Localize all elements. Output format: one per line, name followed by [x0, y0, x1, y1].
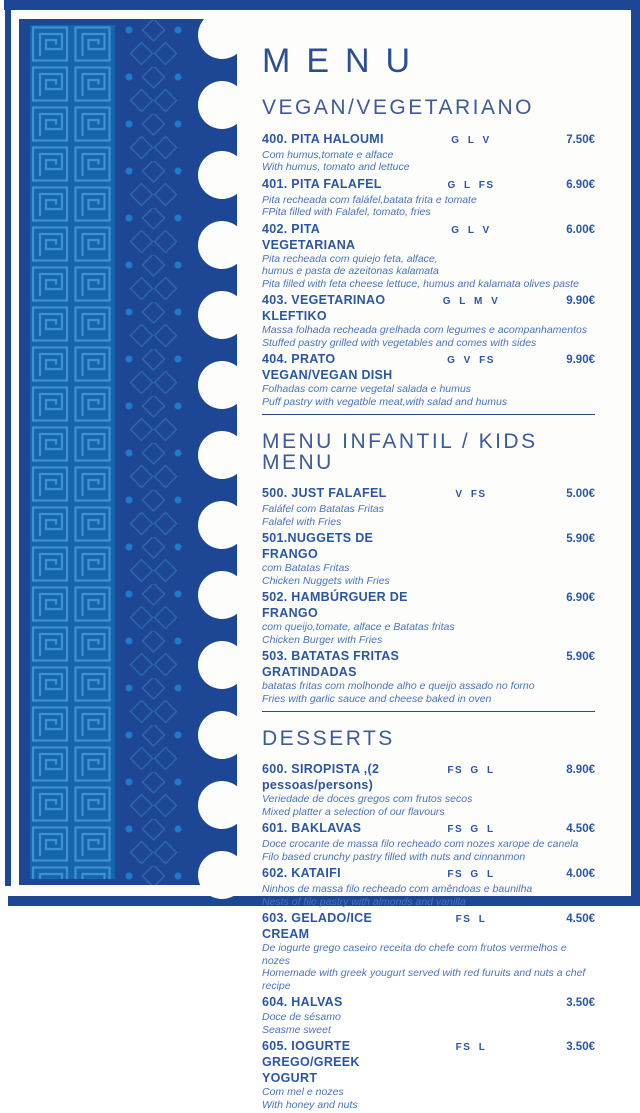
item-row: [262, 820, 595, 838]
item-description-line: Homemade with greek yougurt served with red furuits and nuts a chef recipe: [262, 967, 586, 992]
item-description-line: Nests of filo pastry with almonds and vanilla: [262, 895, 466, 908]
menu-item: [262, 648, 595, 705]
item-price: 4.50€: [566, 823, 595, 835]
item-price: 3.50€: [566, 997, 595, 1009]
menu-item: [262, 865, 595, 908]
item-description-line: Ninhos de massa filo recheado com amêndoas e baunilha: [262, 883, 533, 895]
item-price: 6.90€: [566, 592, 595, 604]
menu-item: [262, 530, 595, 587]
item-name: 501.NUGGETS DE FRANGO: [262, 531, 374, 561]
item-description-line: batatas fritas com molhonde alho e queijo assado no forno: [262, 680, 535, 692]
decorative-border-panel: [19, 19, 237, 885]
item-dietary-codes: FS G L: [447, 869, 495, 880]
item-row: [262, 530, 595, 562]
item-description-line: Falafel with Fries: [262, 515, 342, 528]
item-price: 5.00€: [566, 488, 595, 500]
page-title: MENU: [262, 42, 427, 80]
item-row: [262, 648, 595, 680]
item-description-line: Pita recheada com faláfel,batata frita e tomate: [262, 193, 477, 206]
item-description-line: Pita filled with feta cheese lettuce, humus and kalamata olives paste: [262, 277, 579, 290]
item-description-line: Chicken Burger with Fries: [262, 633, 383, 646]
menu-section: [262, 97, 595, 409]
section-items: [262, 131, 595, 409]
menu-item: [262, 131, 595, 174]
item-price: 6.00€: [566, 223, 595, 236]
frame-right-bar: [631, 0, 640, 906]
item-dietary-codes: FS L: [455, 914, 487, 925]
item-description-line: com queijo,tomate, alface e Batatas fritas: [262, 621, 455, 633]
item-description-line: Pita recheada com quiejo feta, alface,: [262, 252, 438, 265]
item-name: 600. SIROPISTA ,(2 pessoas/persons): [262, 762, 380, 792]
menu-item: [262, 761, 595, 818]
menu-content: [262, 0, 595, 1113]
item-description-line: Com mel e nozes: [262, 1086, 344, 1098]
item-dietary-codes: FS G L: [447, 765, 495, 776]
item-dietary-codes: G L V: [451, 134, 491, 146]
item-price: 6.90€: [566, 178, 595, 191]
item-name: 601. BAKLAVAS: [262, 821, 362, 835]
item-row: [262, 351, 595, 383]
section-divider: [262, 414, 595, 415]
item-description-line: com Batatas Fritas: [262, 562, 350, 574]
item-name: 404. PRATO VEGAN/VEGAN DISH: [262, 352, 393, 382]
item-price: 4.00€: [566, 868, 595, 880]
item-price: 5.90€: [566, 533, 595, 545]
item-description-line: With honey and nuts: [262, 1098, 358, 1111]
item-name: 402. PITA VEGETARIANA: [262, 221, 356, 252]
item-row: [262, 485, 595, 503]
item-description-line: Fries with garlic sauce and cheese baked in oven: [262, 692, 492, 705]
item-name: 502. HAMBÚRGUER DE FRANGO: [262, 590, 408, 620]
item-dietary-codes: V FS: [455, 489, 487, 500]
item-price: 7.50€: [566, 133, 595, 146]
item-description-line: Stuffed pastry grilled with vegetables and comes with sides: [262, 336, 537, 349]
item-name: 403. VEGETARINAO KLEFTIKO: [262, 293, 386, 323]
item-row: [262, 994, 595, 1011]
frame-left-stripe: [5, 10, 11, 886]
item-description-line: Folhadas com carne vegetal salada e humus: [262, 383, 471, 395]
item-description-line: Mixed platter a selection of our flavours: [262, 805, 445, 818]
item-name: 604. HALVAS: [262, 995, 343, 1009]
item-price: 8.90€: [566, 764, 595, 776]
menu-item: [262, 351, 595, 408]
item-price: 9.90€: [566, 354, 595, 366]
item-row: [262, 176, 595, 194]
item-description-line: Doce de sésamo: [262, 1011, 341, 1023]
item-row: [262, 221, 595, 253]
item-description-line: Puff pastry with vegatble meat,with salad and humus: [262, 395, 508, 408]
item-name: 503. BATATAS FRITAS GRATINDADAS: [262, 649, 400, 679]
item-dietary-codes: G L V: [451, 224, 491, 236]
item-row: [262, 910, 595, 942]
item-price: 5.90€: [566, 651, 595, 663]
menu-section: [262, 431, 595, 705]
item-description-line: Faláfel com Batatas Fritas: [262, 503, 384, 515]
section-title: MENU INFANTIL / KIDS MENU: [262, 430, 538, 474]
item-dietary-codes: FS L: [455, 1042, 487, 1053]
menu-item: [262, 292, 595, 349]
item-row: [262, 865, 595, 883]
item-price: 9.90€: [566, 295, 595, 307]
item-name: 605. IOGURTE GREGO/GREEK YOGURT: [262, 1039, 360, 1085]
section-items: [262, 761, 595, 1111]
item-name: 602. KATAIFI: [262, 866, 341, 880]
menu-item: [262, 176, 595, 219]
item-name: 500. JUST FALAFEL: [262, 486, 387, 500]
greek-key-pattern: [30, 25, 115, 879]
item-dietary-codes: G L M V: [442, 296, 500, 307]
item-price: 4.50€: [566, 913, 595, 925]
item-description-line: humus e pasta de azeitonas kalamata: [262, 265, 439, 277]
item-row: [262, 1038, 595, 1086]
item-row: [262, 131, 595, 149]
item-dietary-codes: G L FS: [447, 179, 495, 191]
menu-item: [262, 994, 595, 1036]
menu-item: [262, 820, 595, 863]
item-dietary-codes: FS G L: [447, 824, 495, 835]
menu-item: [262, 589, 595, 646]
item-description-line: Com humus,tomate e alface: [262, 148, 394, 161]
item-description-line: Doce crocante de massa filo recheado com nozes xarope de canela: [262, 838, 579, 850]
item-price: 3.50€: [566, 1041, 595, 1053]
item-name: 401. PITA FALAFEL: [262, 176, 382, 191]
menu-section: [262, 728, 595, 1111]
section-title: DESSERTS: [262, 727, 395, 750]
item-row: [262, 761, 595, 793]
item-description-line: Veriedade de doces gregos com frutos secos: [262, 793, 473, 805]
item-description-line: FPita filled with Falafel, tomato, fries: [262, 206, 431, 218]
item-description-line: Seasme sweet: [262, 1023, 331, 1036]
menu-item: [262, 221, 595, 291]
section-title: VEGAN/VEGETARIANO: [262, 95, 534, 119]
item-description-line: Massa folhada recheada grelhada com legumes e acompanhamentos: [262, 324, 588, 336]
menu-sections: [262, 97, 595, 1112]
item-description-line: Chicken Nuggets with Fries: [262, 574, 390, 587]
section-divider: [262, 711, 595, 712]
item-description-line: De iogurte grego caseiro receita do chefe com frutos vermelhos e nozes: [262, 942, 567, 967]
item-description-line: With humus, tomato and lettuce: [262, 161, 410, 173]
item-name: 603. GELADO/ICE CREAM: [262, 911, 373, 941]
menu-item: [262, 485, 595, 528]
item-row: [262, 589, 595, 621]
section-items: [262, 485, 595, 705]
item-name: 400. PITA HALOUMI: [262, 131, 384, 146]
item-dietary-codes: G V FS: [447, 355, 495, 366]
menu-item: [262, 910, 595, 992]
item-row: [262, 292, 595, 324]
menu-item: [262, 1038, 595, 1111]
item-description-line: Filo based crunchy pastry filled with nuts and cinnanmon: [262, 850, 526, 863]
